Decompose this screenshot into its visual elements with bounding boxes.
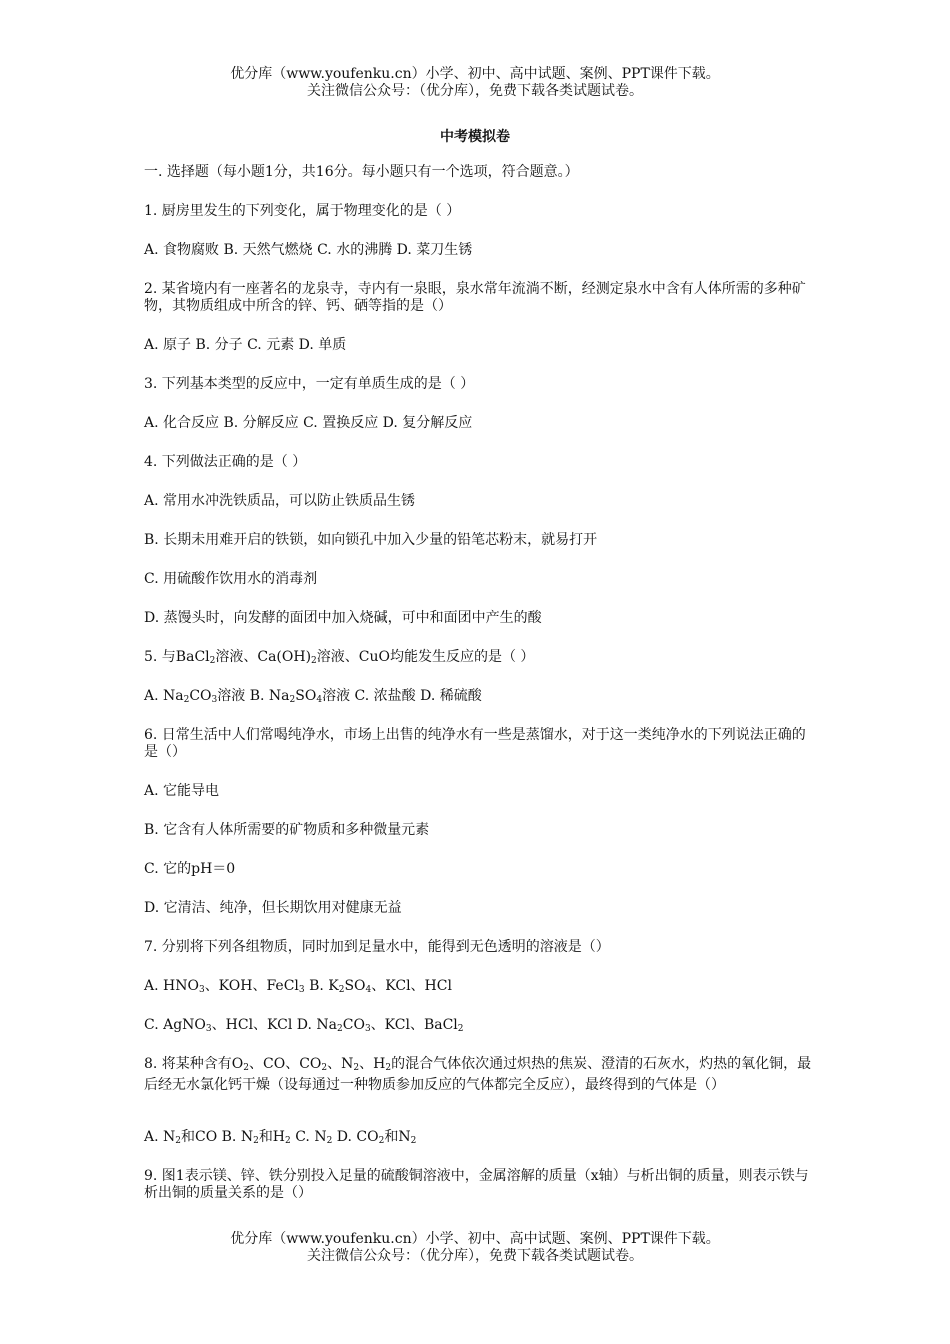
header-line-2: 关注微信公众号：（优分库），免费下载各类试题试卷。 [307, 83, 643, 99]
q7-options-ab: A. $HNO_3$、KOH、FeCl$_3$ B. $K_2SO_4$、KCl、HCl [144, 978, 452, 995]
q6-option-a: A. 它能导电 [144, 783, 220, 799]
q4-option-b: B. 长期未用难开启的铁锁，如向锁孔中加入少量的铅笔芯粉末，就易打开 [144, 532, 598, 548]
q1-options: A. 食物腐败 B. 天然气燃烧 C. 水的沸腾 D. 菜刀生锈 [144, 242, 473, 258]
page-header [0, 66, 950, 100]
q7-options-cd: C. AgNO$_3$、HCl、KCl D. $Na_2CO_3$、KCl、BaCl$_2$ [144, 1017, 464, 1034]
q9-stem: 9. 图1表示镁、锌、铁分别投入足量的硫酸铜溶液中，金属溶解的质量（x轴）与析出铜的质量，则表示铁与析出铜的质量关系的是（） [144, 1168, 809, 1201]
q3-stem: 3. 下列基本类型的反应中，一定有单质生成的是（ ） [144, 376, 475, 392]
q6-option-c: C. 它的pH＝0 [144, 861, 236, 877]
q6-option-d: D. 它清洁、纯净，但长期饮用对健康无益 [144, 900, 402, 916]
q7-stem: 7. 分别将下列各组物质，同时加到足量水中，能得到无色透明的溶液是（） [144, 939, 610, 955]
q2-stem: 2. 某省境内有一座著名的龙泉寺，寺内有一泉眼，泉水常年流淌不断，经测定泉水中含有人体所需的多种矿物，其物质组成中所含的锌、钙、硒等指的是（） [144, 281, 806, 314]
q3-options: A. 化合反应 B. 分解反应 C. 置换反应 D. 复分解反应 [144, 415, 473, 431]
q1-stem: 1. 厨房里发生的下列变化，属于物理变化的是（ ） [144, 203, 461, 219]
footer-line-1: 优分库（www.youfenku.cn）小学、初中、高中试题、案例、PPT课件下载。 [230, 1231, 720, 1247]
q5-stem: 5. 与BaCl$_2$溶液、$Ca(OH)_2$溶液、CuO均能发生反应的是（ ） [144, 649, 535, 666]
q4-option-d: D. 蒸馒头时，向发酵的面团中加入烧碱，可中和面团中产生的酸 [144, 610, 542, 626]
page-title: 中考模拟卷 [440, 129, 510, 145]
q6-option-b: B. 它含有人体所需要的矿物质和多种微量元素 [144, 822, 430, 838]
q4-stem: 4. 下列做法正确的是（ ） [144, 454, 307, 470]
q2-options: A. 原子 B. 分子 C. 元素 D. 单质 [144, 337, 347, 353]
header-line-1: 优分库（www.youfenku.cn）小学、初中、高中试题、案例、PPT课件下载。 [230, 66, 720, 82]
q5-options: A. $Na_2CO_3$溶液 B. $Na_2SO_4$溶液 C. 浓盐酸 D. 稀硫酸 [144, 688, 482, 705]
q4-option-c: C. 用硫酸作饮用水的消毒剂 [144, 571, 318, 587]
q8-stem: 8. 将某种含有$O_2$、CO、$CO_2$、$N_2$、$H_2$的混合气体依次通过炽热的焦炭、澄清的石灰水，灼热的氧化铜，最后经无水氯化钙干燥（设每通过一种物质参加反应的气体都完全反应），最终得到的气体是（） [144, 1056, 812, 1093]
footer-line-2: 关注微信公众号：（优分库），免费下载各类试题试卷。 [307, 1248, 643, 1264]
page-footer [0, 1231, 950, 1265]
q6-stem: 6. 日常生活中人们常喝纯净水，市场上出售的纯净水有一些是蒸馏水，对于这一类纯净水的下列说法正确的是（） [144, 727, 806, 760]
q4-option-a: A. 常用水冲洗铁质品，可以防止铁质品生锈 [144, 493, 416, 509]
section-heading: 一. 选择题（每小题1分，共16分。每小题只有一个选项，符合题意。） [144, 164, 579, 180]
q8-options: A. $N_2$和CO B. $N_2$和$H_2$ C. $N_2$ D. $CO_2$和$N_2$ [144, 1129, 417, 1146]
